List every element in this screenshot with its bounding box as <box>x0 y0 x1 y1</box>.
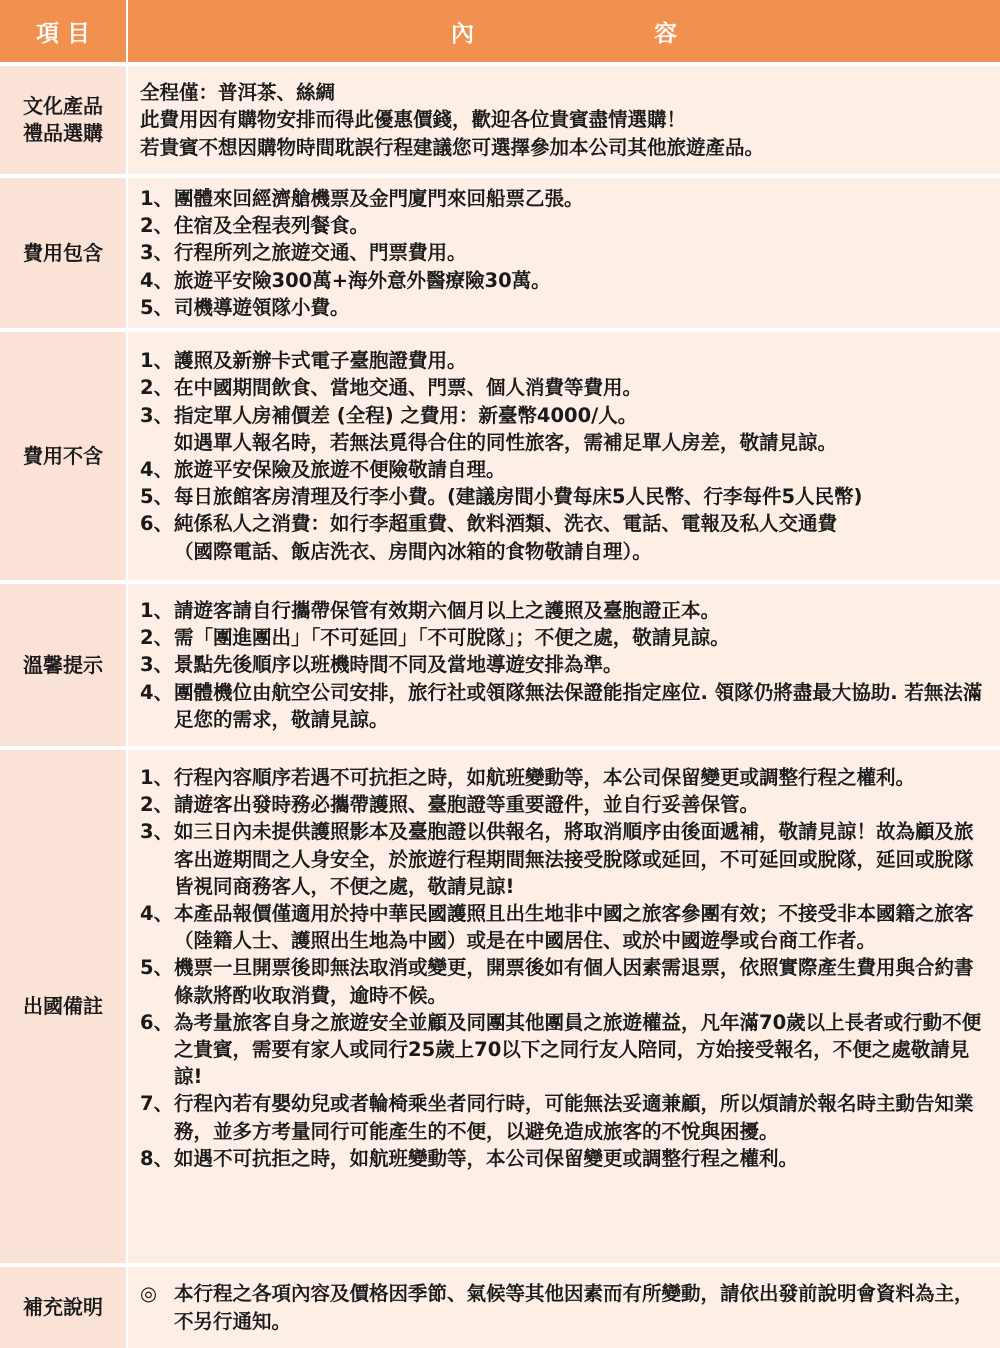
header-content-label-left: 內 <box>451 20 474 47</box>
list-item-number: 1、 <box>140 766 174 789</box>
list-item-number: 5、 <box>140 956 174 980</box>
header-content-column <box>128 0 1000 66</box>
list-item-text: 指定單人房補價差 (全程) 之費用：新臺幣4000/人。 <box>174 403 638 427</box>
list-item <box>140 651 986 678</box>
list-item <box>140 1145 986 1172</box>
list-item-text: 此費用因有購物安排而得此優惠價錢，歡迎各位貴賓盡情選購！ <box>140 108 687 132</box>
list-item-text: 本產品報價僅適用於持中華民國護照且出生地非中國之旅客參團有效；不接受非本國籍之旅客（陸籍人士、護照出生地為中國）或是在中國居住、或於中國遊學或台商工作者。 <box>174 902 974 953</box>
list-item-text: 機票一旦開票後即無法取消或變更，開票後如有個人因素需退票，依照實際產生費用與合約書條款將酌收取消費，逾時不候。 <box>174 956 974 1007</box>
list-item-text: 全程僅：普洱茶、絲綢 <box>140 81 336 105</box>
list-item-text: 本行程之各項內容及價格因季節、氣候等其他因素而有所變動，請依出發前說明會資料為主，不另行通知。 <box>174 1282 974 1333</box>
list-item-text: 行程內若有嬰幼兒或者輪椅乘坐者同行時，可能無法妥適兼顧，所以煩請於報名時主動告知業務，並多方考量同行可能產生的不便，以避免造成旅客的不悅與困擾。 <box>174 1092 974 1143</box>
list-item-number: 3、 <box>140 403 174 427</box>
list-item <box>140 624 986 651</box>
list-item-text: （國際電話、飯店洗衣、房間內冰箱的食物敬請自理）。 <box>174 539 652 563</box>
list-item <box>140 791 986 818</box>
section-label-text: 溫馨提示 <box>23 652 103 677</box>
list-item <box>140 79 986 106</box>
header-content-label-right: 容 <box>654 20 677 47</box>
list-item-number: 4、 <box>140 680 174 704</box>
list-item <box>140 764 986 791</box>
list-item-text: 請遊客出發時務必攜帶護照、臺胞證等重要證件，並自行妥善保管。 <box>174 793 760 817</box>
list-item <box>140 239 986 266</box>
list-item <box>140 900 986 954</box>
list-item-text: 住宿及全程表列餐食。 <box>174 214 370 238</box>
list-item-text: 如遇不可抗拒之時，如航班變動等，本公司保留變更或調整行程之權利。 <box>174 1146 799 1170</box>
section-content-travel-notes <box>128 750 1000 1267</box>
list-item <box>140 679 986 733</box>
list-item <box>140 818 986 900</box>
section-label-supplement <box>0 1267 128 1348</box>
list-item <box>140 483 986 510</box>
section-content-warm-tips <box>128 584 1000 750</box>
list-item-number: 5、 <box>140 485 174 509</box>
list-item-text: 若貴賓不想因購物時間耽誤行程建議您可選擇參加本公司其他旅遊產品。 <box>140 135 765 159</box>
list-item-text: 司機導遊領隊小費。 <box>174 295 350 319</box>
list-item-number: 4、 <box>140 902 174 926</box>
list-item-text: 如遇單人報名時，若無法覓得合住的同性旅客，需補足單人房差，敬請見諒。 <box>174 430 838 454</box>
list-item-text: 每日旅館客房清理及行李小費。(建議房間小費每床5人民幣、行李每件5人民幣) <box>174 485 863 509</box>
list-item-number: 1、 <box>140 598 174 622</box>
list-item-number <box>140 429 174 456</box>
list-item-text: 行程所列之旅遊交通、門票費用。 <box>174 241 467 265</box>
list-item-number: 7、 <box>140 1092 174 1116</box>
list-item <box>140 429 986 456</box>
list-item-text: 行程內容順序若遇不可抗拒之時，如航班變動等，本公司保留變更或調整行程之權利。 <box>174 766 916 789</box>
list-item-number: 1、 <box>140 349 174 373</box>
list-item <box>140 1090 986 1144</box>
list-item-text: 需「團進團出」「不可延回」「不可脫隊」；不便之處，敬請見諒。 <box>174 626 730 650</box>
section-content-fee-excluded <box>128 332 1000 584</box>
list-item-number: 3、 <box>140 820 174 844</box>
section-label-travel-notes <box>0 750 128 1267</box>
header-item-column <box>0 0 128 66</box>
list-item-number: 6、 <box>140 512 174 536</box>
list-item <box>140 294 986 321</box>
list-item <box>140 267 986 294</box>
list-item <box>140 597 986 624</box>
list-item-text: 護照及新辦卡式電子臺胞證費用。 <box>174 349 467 373</box>
section-label-fee-included <box>0 178 128 332</box>
section-label-text: 出國備註 <box>23 994 103 1018</box>
list-item-number: 8、 <box>140 1146 174 1170</box>
list-item <box>140 456 986 483</box>
list-item-number: 1、 <box>140 186 174 210</box>
section-content-culture-gifts <box>128 66 1000 178</box>
section-content-supplement <box>128 1267 1000 1348</box>
list-item <box>140 374 986 401</box>
list-item <box>140 1009 986 1091</box>
list-item <box>140 212 986 239</box>
list-item <box>140 402 986 429</box>
list-item-text: 團體來回經濟艙機票及金門廈門來回船票乙張。 <box>174 186 584 210</box>
list-item <box>140 106 986 133</box>
section-label-fee-excluded <box>0 332 128 584</box>
list-item-text: 如三日內未提供護照影本及臺胞證以供報名，將取消順序由後面遞補，敬請見諒！故為顧及旅客出遊期間之人身安全，於旅遊行程期間無法接受脫隊或延回，不可延回或脫隊，延回或脫隊皆視同商務客人，不便之處，敬請見諒! <box>174 820 974 898</box>
section-label-text: 補充說明 <box>23 1295 103 1319</box>
list-item-number: 4、 <box>140 458 174 481</box>
section-label-culture-gifts <box>0 66 128 178</box>
section-label-text: 費用不含 <box>23 443 103 468</box>
list-item-number: 2、 <box>140 214 174 238</box>
list-item-text: 景點先後順序以班機時間不同及當地導遊安排為準。 <box>174 653 623 677</box>
section-label-text: 文化產品 <box>23 94 103 118</box>
list-item <box>140 185 986 212</box>
list-item-number: 5、 <box>140 295 174 319</box>
list-item-text: 純係私人之消費：如行李超重費、飲料酒類、洗衣、電話、電報及私人交通費 <box>174 512 838 536</box>
header-item-label: 項 目 <box>35 20 90 47</box>
list-item-number: 2、 <box>140 793 174 817</box>
list-item-number: 4、 <box>140 268 174 292</box>
section-label-warm-tips <box>0 584 128 750</box>
list-item-text: 請遊客請自行攜帶保管有效期六個月以上之護照及臺胞證正本。 <box>174 598 721 622</box>
section-content-fee-included <box>128 178 1000 332</box>
list-item-number: ◎ <box>140 1282 158 1306</box>
list-item-number <box>140 538 174 565</box>
section-label-text: 禮品選購 <box>23 121 103 145</box>
list-item-number: 3、 <box>140 653 174 677</box>
list-item-number: 3、 <box>140 241 174 265</box>
list-item-text: 團體機位由航空公司安排，旅行社或領隊無法保證能指定座位. 領隊仍將盡最大協助. 若無法滿足您的需求，敬請見諒。 <box>174 680 983 731</box>
list-item <box>140 347 986 374</box>
list-item-number: 2、 <box>140 626 174 650</box>
list-item-text: 旅遊平安險300萬+海外意外醫療險30萬。 <box>174 268 551 292</box>
list-item <box>140 510 986 537</box>
section-label-text: 費用包含 <box>23 240 103 265</box>
list-item-text: 旅遊平安保險及旅遊不便險敬請自理。 <box>174 458 506 481</box>
list-item-text: 為考量旅客自身之旅遊安全並顧及同團其他團員之旅遊權益，凡年滿70歲以上長者或行動不便之貴賓，需要有家人或同行25歲上70以下之同行友人陪同，方始接受報名，不便之處敬請見諒! <box>174 1010 982 1089</box>
list-item <box>140 134 986 161</box>
list-item-number: 6、 <box>140 1010 174 1034</box>
list-item <box>140 538 986 565</box>
list-item <box>140 954 986 1008</box>
list-item <box>140 1280 986 1334</box>
list-item-number: 2、 <box>140 376 174 400</box>
list-item-text: 在中國期間飲食、當地交通、門票、個人消費等費用。 <box>174 376 643 400</box>
